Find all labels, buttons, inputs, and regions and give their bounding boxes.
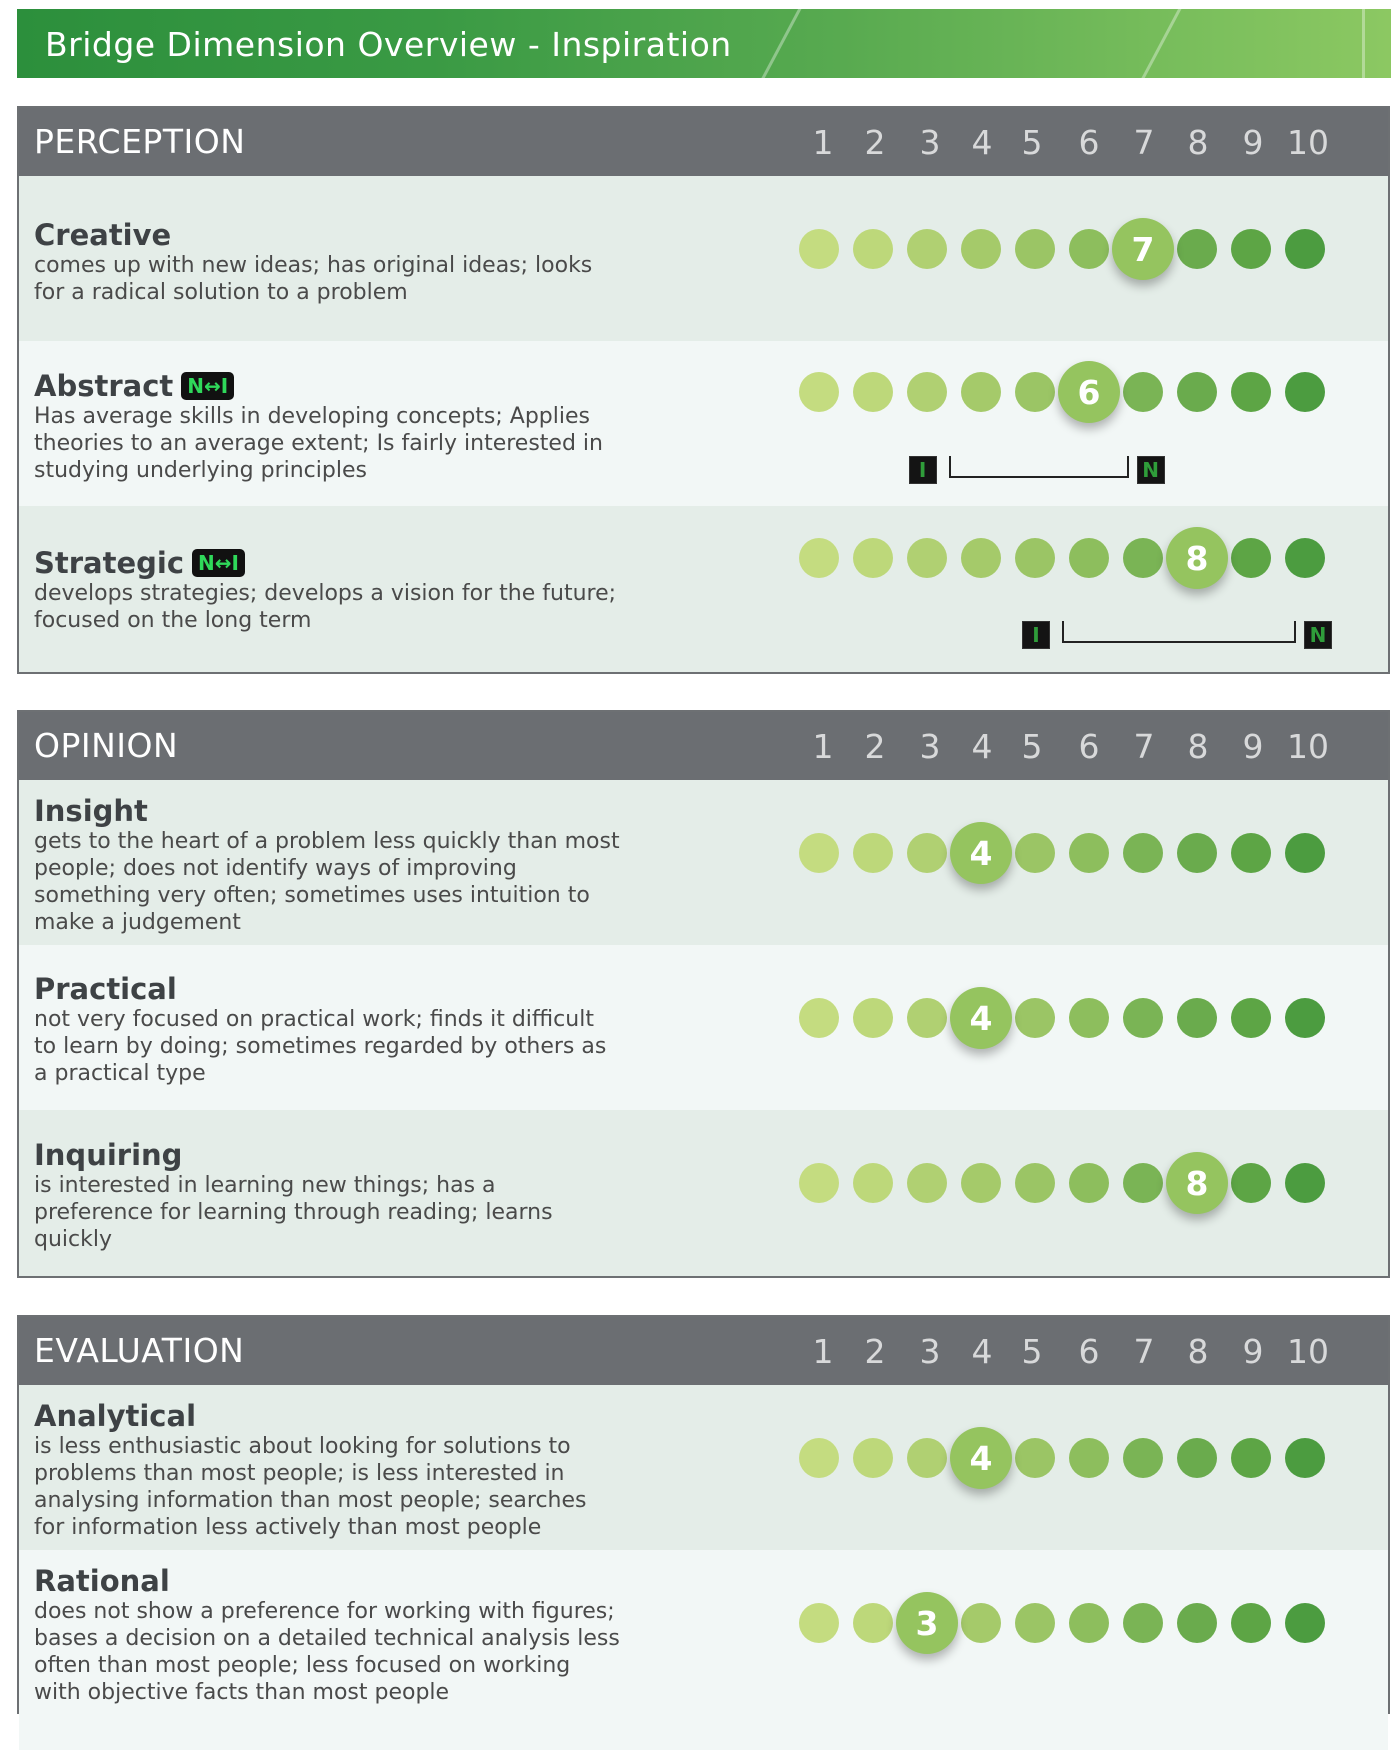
score-dot bbox=[1015, 1438, 1055, 1478]
trait-description-line: quickly bbox=[34, 1227, 112, 1252]
n-i-badge-icon: N↔I bbox=[181, 372, 234, 400]
banner-streak bbox=[1134, 9, 1184, 78]
range-left-marker: I bbox=[909, 456, 937, 484]
scale-number: 9 bbox=[1242, 1332, 1264, 1371]
score-dot bbox=[1285, 833, 1325, 873]
score-dot bbox=[1177, 1603, 1217, 1643]
score-dot bbox=[799, 229, 839, 269]
score-dot bbox=[907, 1163, 947, 1203]
trait-row-rational bbox=[19, 1550, 1388, 1750]
trait-description-line: preference for learning through reading; learns bbox=[34, 1200, 553, 1225]
section-title: EVALUATION bbox=[34, 1331, 245, 1370]
score-dot bbox=[1123, 538, 1163, 578]
score-dot bbox=[1231, 372, 1271, 412]
score-dot bbox=[1123, 372, 1163, 412]
scale-number: 1 bbox=[812, 123, 834, 162]
trait-name-label: Insight bbox=[34, 794, 148, 828]
score-dot bbox=[853, 833, 893, 873]
trait-description-line: develops strategies; develops a vision for the future; bbox=[34, 581, 617, 606]
trait-description-line: Has average skills in developing concepts; Applies bbox=[34, 404, 590, 429]
trait-description-line: bases a decision on a detailed technical analysis less bbox=[34, 1626, 620, 1651]
banner-streak bbox=[754, 9, 804, 78]
score-dot bbox=[1123, 1438, 1163, 1478]
scale-number: 2 bbox=[864, 123, 886, 162]
trait-description-line: is less enthusiastic about looking for solutions to bbox=[34, 1434, 571, 1459]
scale-number: 2 bbox=[864, 1332, 886, 1371]
score-dot bbox=[853, 538, 893, 578]
score-dot bbox=[961, 229, 1001, 269]
scale-number: 7 bbox=[1133, 1332, 1155, 1371]
score-dot bbox=[1231, 1163, 1271, 1203]
scale-number: 7 bbox=[1133, 727, 1155, 766]
score-scale bbox=[19, 945, 1388, 1110]
range-bracket bbox=[949, 456, 1129, 478]
trait-row-practical bbox=[19, 945, 1388, 1110]
range-right-marker: N bbox=[1304, 621, 1332, 649]
score-dot bbox=[1177, 998, 1217, 1038]
trait-description-line: make a judgement bbox=[34, 910, 241, 935]
score-scale bbox=[19, 780, 1388, 945]
score-dot bbox=[799, 998, 839, 1038]
score-marker: 8 bbox=[1166, 527, 1228, 589]
score-dot bbox=[853, 998, 893, 1038]
score-dot bbox=[1285, 1438, 1325, 1478]
score-dot bbox=[961, 538, 1001, 578]
range-right-marker: N bbox=[1137, 456, 1165, 484]
score-dot bbox=[1231, 1438, 1271, 1478]
score-dot bbox=[1285, 372, 1325, 412]
title-banner bbox=[17, 9, 1391, 78]
score-dot bbox=[1231, 833, 1271, 873]
section-header bbox=[19, 712, 1388, 780]
score-dot bbox=[961, 1163, 1001, 1203]
scale-number: 5 bbox=[1021, 727, 1043, 766]
section-perception bbox=[17, 106, 1390, 674]
score-dot bbox=[1285, 1163, 1325, 1203]
trait-description-line: problems than most people; is less interested in bbox=[34, 1461, 565, 1486]
score-dot bbox=[799, 833, 839, 873]
trait-description-line: gets to the heart of a problem less quickly than most bbox=[34, 829, 620, 854]
trait-row-inquiring bbox=[19, 1110, 1388, 1276]
scale-number: 3 bbox=[919, 123, 941, 162]
page-title: Bridge Dimension Overview - Inspiration bbox=[45, 25, 732, 64]
score-scale bbox=[19, 1385, 1388, 1550]
score-dot bbox=[1177, 1438, 1217, 1478]
scale-number: 5 bbox=[1021, 1332, 1043, 1371]
score-marker: 4 bbox=[950, 1427, 1012, 1489]
score-marker: 8 bbox=[1166, 1152, 1228, 1214]
scale-number: 10 bbox=[1287, 123, 1329, 162]
scale-number: 1 bbox=[812, 727, 834, 766]
score-dot bbox=[1231, 998, 1271, 1038]
scale-number: 3 bbox=[919, 727, 941, 766]
score-dot bbox=[1069, 1438, 1109, 1478]
trait-name-label: Inquiring bbox=[34, 1138, 183, 1172]
section-header bbox=[19, 108, 1388, 176]
score-scale bbox=[19, 1550, 1388, 1750]
section-evaluation bbox=[17, 1315, 1390, 1714]
trait-name-label: Creative bbox=[34, 218, 172, 252]
banner-streak bbox=[1362, 9, 1365, 78]
range-left-marker: I bbox=[1022, 621, 1050, 649]
score-dot bbox=[1015, 998, 1055, 1038]
score-dot bbox=[853, 1438, 893, 1478]
section-title: OPINION bbox=[34, 726, 179, 765]
scale-number: 3 bbox=[919, 1332, 941, 1371]
trait-description-line: theories to an average extent; Is fairly interested in bbox=[34, 431, 603, 456]
scale-number: 10 bbox=[1287, 727, 1329, 766]
score-scale bbox=[19, 176, 1388, 341]
score-dot bbox=[1015, 1163, 1055, 1203]
score-dot bbox=[799, 1163, 839, 1203]
score-dot bbox=[799, 538, 839, 578]
score-dot bbox=[1123, 998, 1163, 1038]
trait-name-label: Practical bbox=[34, 972, 177, 1006]
score-dot bbox=[1015, 229, 1055, 269]
scale-number: 7 bbox=[1133, 123, 1155, 162]
scale-number: 5 bbox=[1021, 123, 1043, 162]
trait-row-analytical bbox=[19, 1385, 1388, 1550]
score-dot bbox=[1123, 1603, 1163, 1643]
scale-number: 4 bbox=[971, 727, 993, 766]
score-dot bbox=[1123, 833, 1163, 873]
trait-description-line: people; does not identify ways of improving bbox=[34, 856, 517, 881]
trait-name-label: Strategic bbox=[34, 546, 185, 580]
score-dot bbox=[1231, 538, 1271, 578]
score-dot bbox=[907, 538, 947, 578]
scale-number: 9 bbox=[1242, 727, 1264, 766]
score-dot bbox=[1177, 833, 1217, 873]
score-marker: 4 bbox=[950, 987, 1012, 1049]
trait-description-line: with objective facts than most people bbox=[34, 1680, 450, 1705]
scale-number: 8 bbox=[1187, 727, 1209, 766]
score-dot bbox=[1123, 1163, 1163, 1203]
score-dot bbox=[1285, 998, 1325, 1038]
scale-number: 10 bbox=[1287, 1332, 1329, 1371]
score-dot bbox=[1177, 229, 1217, 269]
score-marker: 6 bbox=[1058, 361, 1120, 423]
trait-name-label: Abstract bbox=[34, 369, 174, 403]
score-dot bbox=[1069, 1603, 1109, 1643]
score-marker: 4 bbox=[950, 822, 1012, 884]
trait-description-line: does not show a preference for working with figures; bbox=[34, 1599, 615, 1624]
score-marker: 3 bbox=[896, 1592, 958, 1654]
scale-number: 4 bbox=[971, 1332, 993, 1371]
score-dot bbox=[1069, 833, 1109, 873]
score-dot bbox=[799, 1438, 839, 1478]
trait-name-label: Rational bbox=[34, 1564, 170, 1598]
score-dot bbox=[1015, 538, 1055, 578]
trait-name-label: Analytical bbox=[34, 1399, 197, 1433]
trait-row-strategic bbox=[19, 506, 1388, 672]
trait-description-line: focused on the long term bbox=[34, 608, 312, 633]
scale-number: 4 bbox=[971, 123, 993, 162]
score-dot bbox=[853, 1603, 893, 1643]
trait-row-insight bbox=[19, 780, 1388, 945]
score-dot bbox=[961, 1603, 1001, 1643]
score-dot bbox=[907, 833, 947, 873]
score-dot bbox=[1069, 538, 1109, 578]
scale-number: 9 bbox=[1242, 123, 1264, 162]
score-dot bbox=[1015, 372, 1055, 412]
score-dot bbox=[1231, 1603, 1271, 1643]
trait-description-line: is interested in learning new things; has a bbox=[34, 1173, 496, 1198]
score-dot bbox=[907, 229, 947, 269]
trait-description-line: studying underlying principles bbox=[34, 458, 367, 483]
score-dot bbox=[853, 372, 893, 412]
trait-description-line: to learn by doing; sometimes regarded by others as bbox=[34, 1034, 607, 1059]
scale-number: 8 bbox=[1187, 1332, 1209, 1371]
section-title: PERCEPTION bbox=[34, 122, 246, 161]
score-dot bbox=[1177, 372, 1217, 412]
score-dot bbox=[799, 1603, 839, 1643]
trait-description-line: often than most people; less focused on working bbox=[34, 1653, 571, 1678]
score-marker: 7 bbox=[1112, 218, 1174, 280]
trait-description-line: a practical type bbox=[34, 1061, 206, 1086]
trait-description-line: analysing information than most people; searches bbox=[34, 1488, 587, 1513]
trait-description-line: something very often; sometimes uses intuition to bbox=[34, 883, 590, 908]
trait-description-line: for information less actively than most people bbox=[34, 1515, 542, 1540]
preference-range bbox=[19, 456, 1388, 486]
trait-description-line: comes up with new ideas; has original ideas; looks bbox=[34, 253, 593, 278]
scale-number: 8 bbox=[1187, 123, 1209, 162]
score-dot bbox=[1231, 229, 1271, 269]
score-dot bbox=[907, 372, 947, 412]
score-dot bbox=[1069, 229, 1109, 269]
score-dot bbox=[1069, 1163, 1109, 1203]
section-header bbox=[19, 1317, 1388, 1385]
preference-range bbox=[19, 621, 1388, 651]
score-dot bbox=[799, 372, 839, 412]
score-dot bbox=[1285, 229, 1325, 269]
scale-number: 6 bbox=[1078, 727, 1100, 766]
score-dot bbox=[1285, 538, 1325, 578]
scale-number: 1 bbox=[812, 1332, 834, 1371]
n-i-badge-icon: N↔I bbox=[192, 549, 245, 577]
score-dot bbox=[1285, 1603, 1325, 1643]
score-dot bbox=[853, 229, 893, 269]
score-dot bbox=[1015, 1603, 1055, 1643]
section-opinion bbox=[17, 710, 1390, 1278]
score-dot bbox=[907, 998, 947, 1038]
score-dot bbox=[1015, 833, 1055, 873]
score-dot bbox=[1069, 998, 1109, 1038]
scale-number: 6 bbox=[1078, 123, 1100, 162]
score-dot bbox=[961, 372, 1001, 412]
score-scale bbox=[19, 1110, 1388, 1276]
trait-row-creative bbox=[19, 176, 1388, 341]
score-dot bbox=[907, 1438, 947, 1478]
range-bracket bbox=[1062, 621, 1296, 643]
scale-number: 2 bbox=[864, 727, 886, 766]
score-dot bbox=[853, 1163, 893, 1203]
scale-number: 6 bbox=[1078, 1332, 1100, 1371]
trait-description-line: for a radical solution to a problem bbox=[34, 280, 408, 305]
trait-description-line: not very focused on practical work; finds it difficult bbox=[34, 1007, 594, 1032]
trait-row-abstract bbox=[19, 341, 1388, 506]
